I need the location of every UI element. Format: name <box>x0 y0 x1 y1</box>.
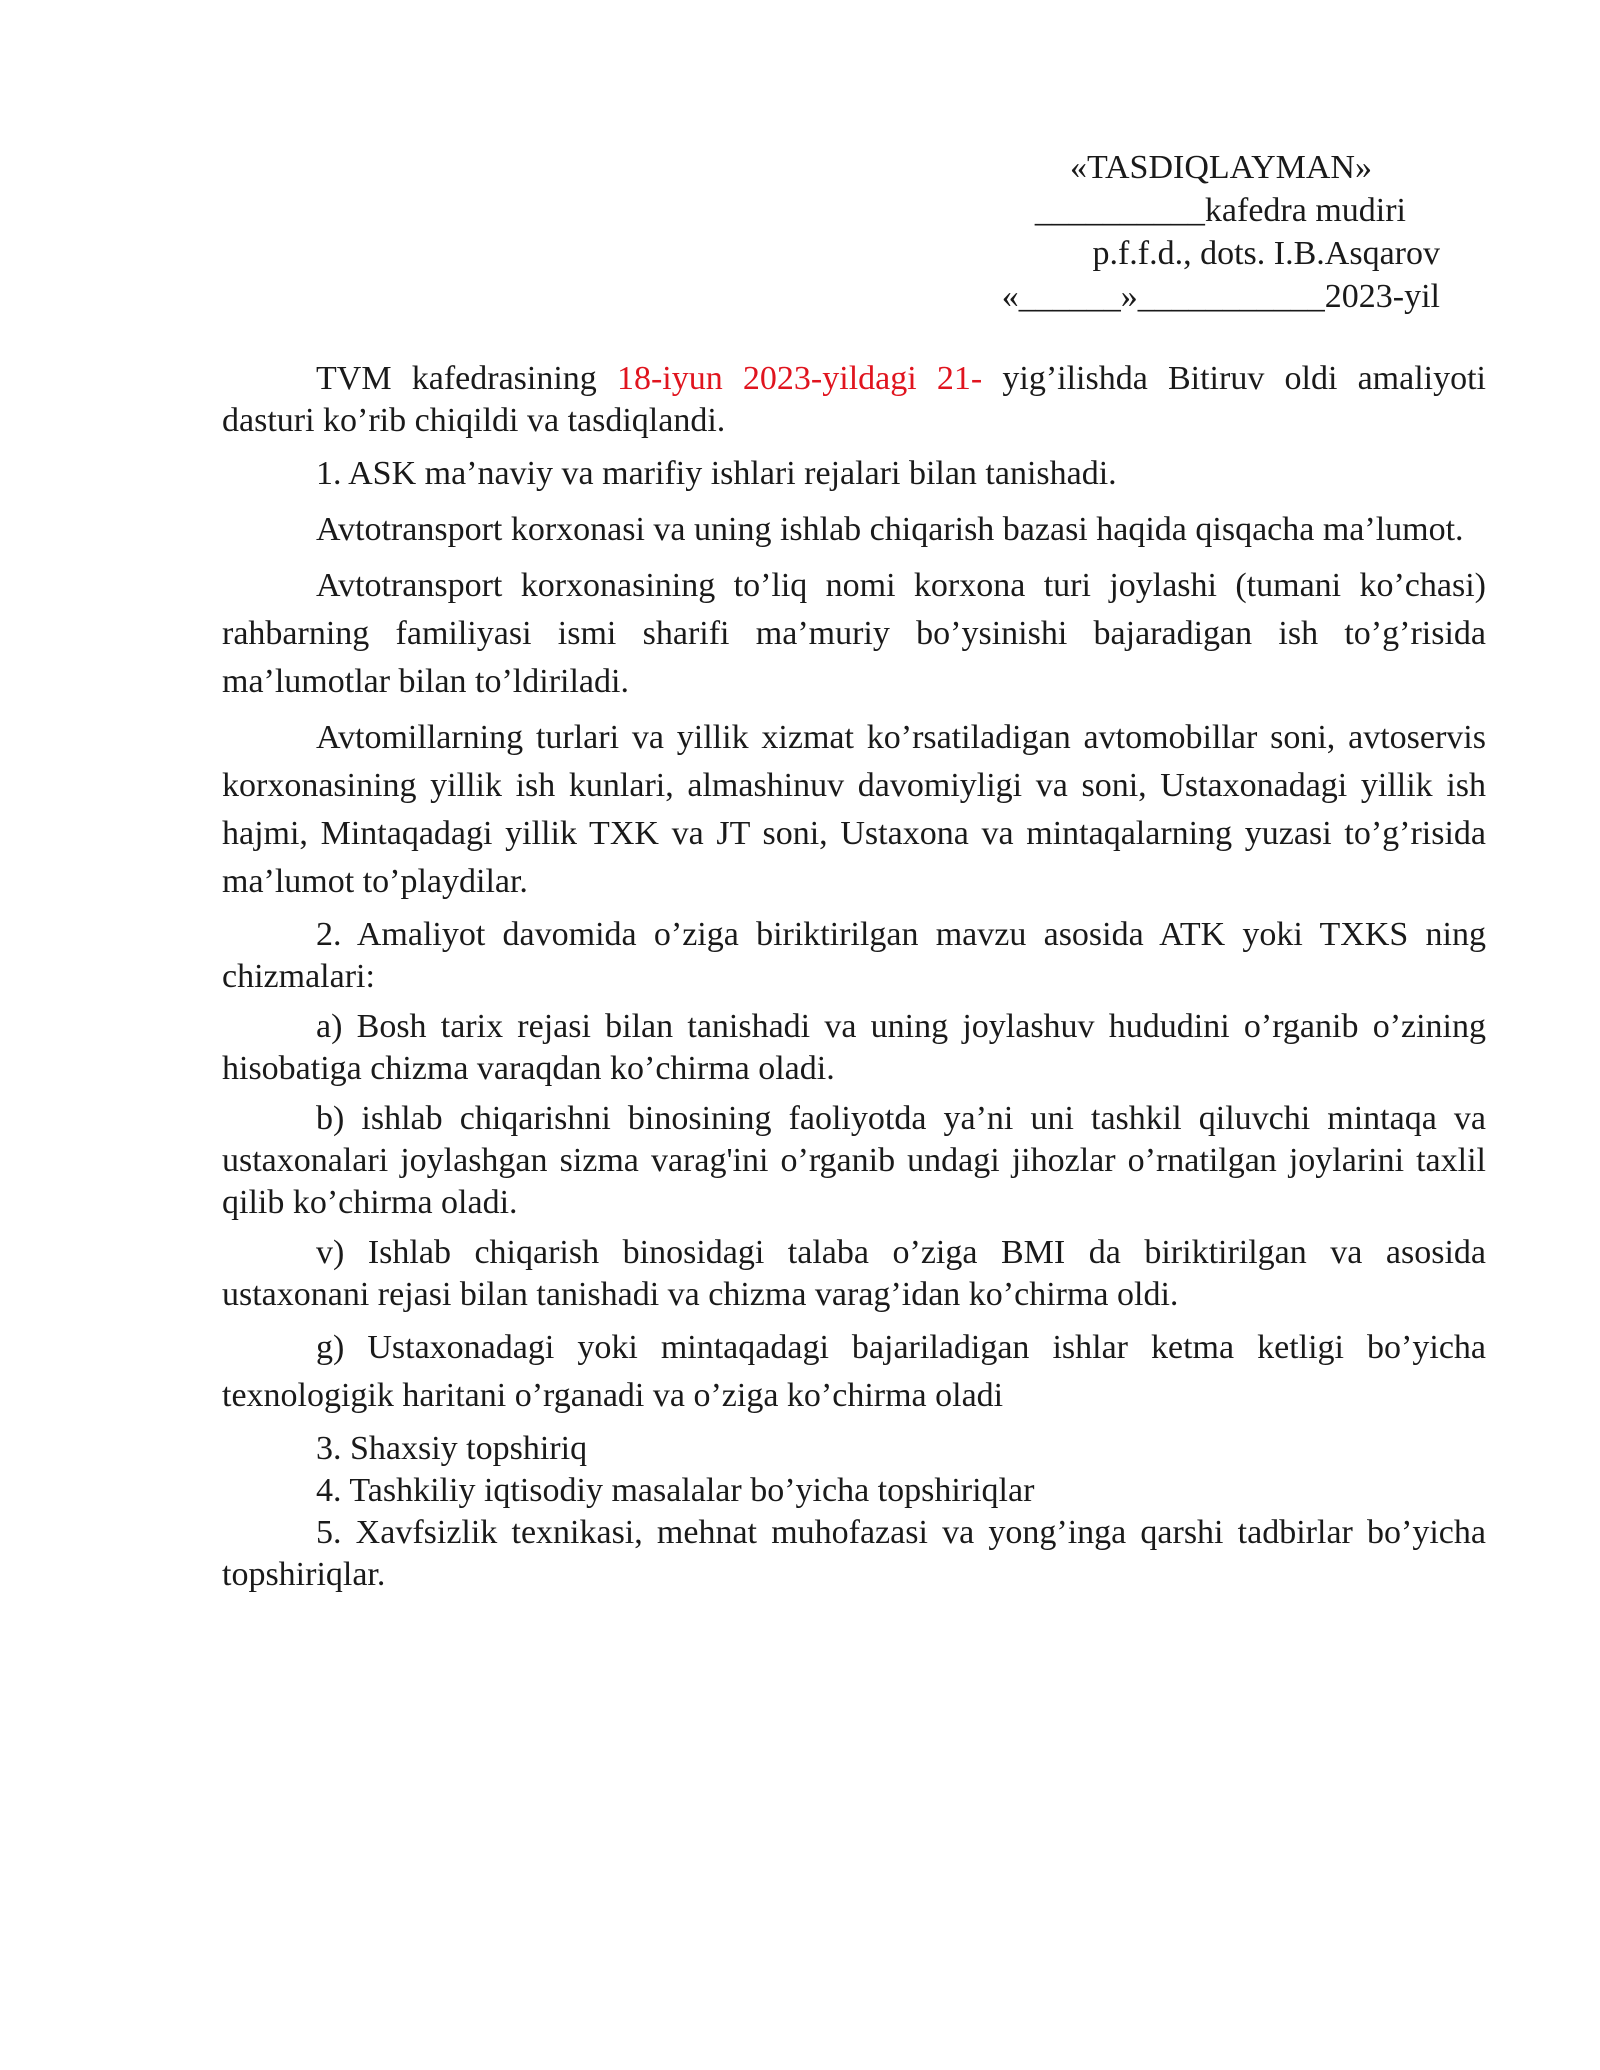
paragraph-12: 5. Xavfsizlik texnikasi, mehnat muhofazasi va yong’inga qarshi tadbirlar bo’yicha topshiriqlar. <box>222 1514 1486 1593</box>
paragraph-3: Avtotransport korxonasining to’liq nomi korxona turi joylashi (tumani ko’chasi) rahbarning familiyasi ismi sharifi ma’muriy bo’ysinishi bajaradigan ish to’g’risida ma’lumotlar bilan to’ldiriladi. <box>222 567 1486 700</box>
paragraph-4: Avtomillarning turlari va yillik xizmat ko’rsatiladigan avtomobillar soni, avtoservis korxonasining yillik ish kunlari, almashinuv davomiyligi va soni, Ustaxonadagi yillik ish hajmi, Mintaqadagi yillik TXK va JT soni, Ustaxona va mintaqalarning yuzasi to’g’risida ma’lumot to’playdilar. <box>222 719 1486 900</box>
intro-paragraph <box>222 358 1486 442</box>
paragraph-8: v) Ishlab chiqarish binosidagi talaba o’ziga BMI da biriktirilgan va asosida ustaxonani rejasi bilan tanishadi va chizma varag’idan ko’chirma oldi. <box>222 1234 1486 1313</box>
paragraph-5: 2. Amaliyot davomida o’ziga biriktirilgan mavzu asosida ATK yoki TXKS ning chizmalari: <box>222 916 1486 995</box>
paragraph-11: 4. Tashkiliy iqtisodiy masalalar bo’yicha topshiriqlar <box>316 1472 1035 1509</box>
approval-name: p.f.f.d., dots. I.B.Asqarov <box>1092 235 1440 272</box>
approval-title: «TASDIQLAYMAN» <box>1069 149 1372 186</box>
paragraph-6: a) Bosh tarix rejasi bilan tanishadi va uning joylashuv hududini o’rganib o’zining hisobatiga chizma varaqdan ko’chirma oladi. <box>222 1008 1486 1087</box>
paragraph-9: g) Ustaxonadagi yoki mintaqadagi bajariladigan ishlar ketma ketligi bo’yicha texnologigik haritani o’rganadi va o’ziga ko’chirma oladi <box>222 1329 1486 1414</box>
document-body <box>222 358 1486 1596</box>
intro-text-after: yig’ilishda Bitiruv oldi amaliyoti dasturi ko’rib chiqildi va tasdiqlandi. <box>222 360 1486 439</box>
approval-date: «______»___________2023-yil <box>1001 278 1440 315</box>
approval-position: __________kafedra mudiri <box>1034 192 1406 229</box>
approval-block <box>940 146 1440 318</box>
paragraph-7: b) ishlab chiqarishni binosining faoliyotda ya’ni uni tashkil qiluvchi mintaqa va ustaxonalari joylashgan sizma varag'ini o’rganib undagi jihozlar o’rnatilgan joylarini taxlil qilib ko’chirma oladi. <box>222 1100 1486 1221</box>
paragraph-1: 1. ASK ma’naviy va marifiy ishlari rejalari bilan tanishadi. <box>316 455 1117 492</box>
paragraph-2: Avtotransport korxonasi va uning ishlab chiqarish bazasi haqida qisqacha ma’lumot. <box>316 511 1464 548</box>
meeting-date-highlight: 18-iyun 2023-yildagi 21- <box>616 360 983 397</box>
intro-text-before: TVM kafedrasining <box>316 360 617 397</box>
paragraph-10: 3. Shaxsiy topshiriq <box>316 1430 588 1467</box>
